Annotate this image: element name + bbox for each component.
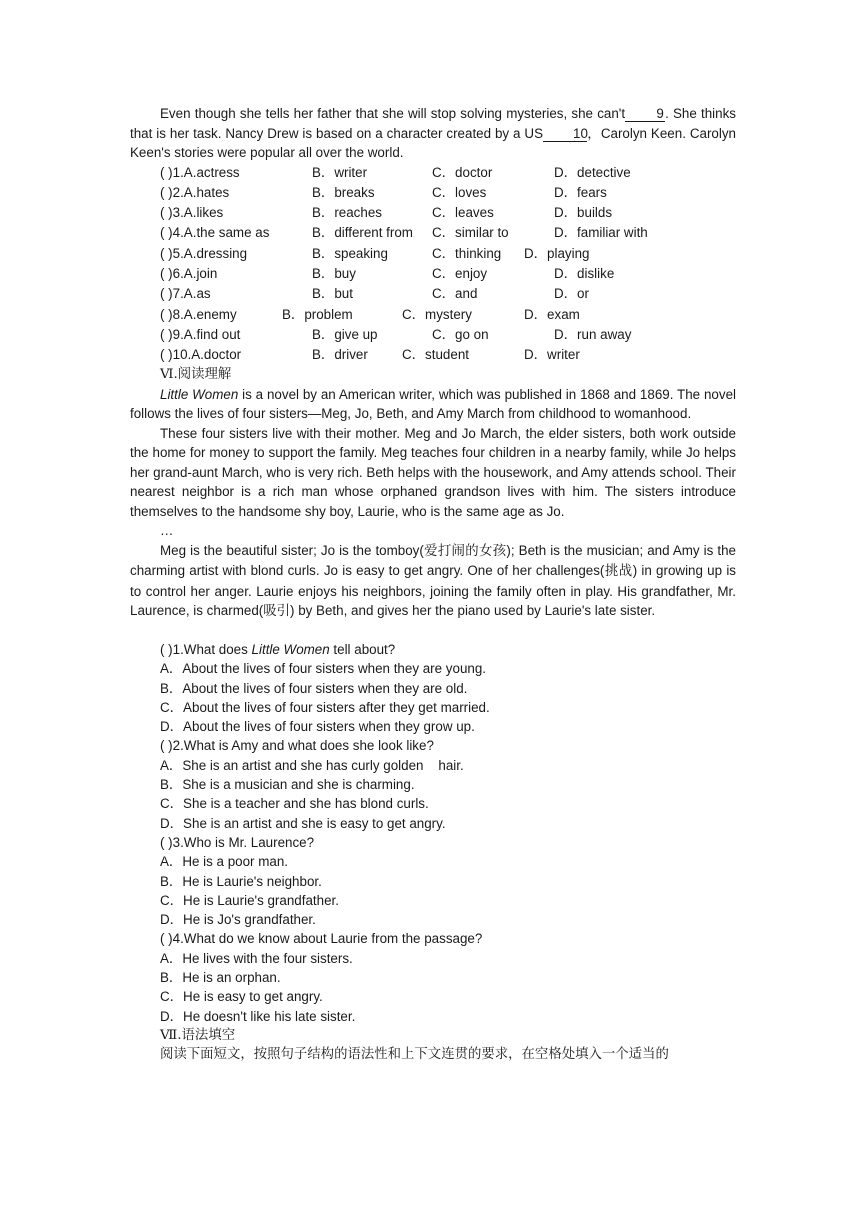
- option-b: B．breaks: [312, 184, 375, 200]
- gloss-text: 挑战: [604, 564, 633, 580]
- cloze-option-row: [130, 203, 736, 223]
- answer-option: A．About the lives of four sisters when they are young.: [160, 661, 487, 677]
- option-b: B．give up: [312, 326, 378, 342]
- answer-option: B．He is an orphan.: [160, 970, 281, 986]
- paragraph-text: Meg is the beautiful sister; Jo is the tomboy(: [160, 542, 424, 558]
- answer-option: D．About the lives of four sisters when they grow up.: [160, 719, 475, 735]
- option-b: B．buy: [312, 265, 356, 281]
- cloze-option-row: [130, 325, 736, 345]
- option-d: D．writer: [524, 347, 580, 363]
- answer-option: C．He is easy to get angry.: [160, 989, 323, 1005]
- option-c: C．and: [432, 286, 478, 302]
- question-1: [130, 640, 736, 736]
- cloze-option-row: [130, 223, 736, 243]
- option-a: ( )3.A.likes: [160, 205, 224, 221]
- option-d: D．fears: [554, 184, 607, 200]
- option-c: C．leaves: [432, 205, 494, 221]
- option-b: B．writer: [312, 164, 368, 180]
- reading-paragraph-3: [130, 541, 736, 622]
- option-b: B．driver: [312, 347, 368, 363]
- paragraph-text: ) in growing up is to control her anger. Laurie enjoys his neighbors, joining the family often in play. His grandfather, Mr. Laurence, is charmed(: [130, 563, 736, 619]
- option-b: B．speaking: [312, 245, 388, 261]
- passage-text: Even though she tells her father that she will stop solving mysteries, she can't: [160, 106, 626, 121]
- option-c: C．go on: [432, 326, 489, 342]
- blank-9: 9: [625, 106, 665, 122]
- reading-paragraph-2: These four sisters live with their mother. Meg and Jo March, the elder sisters, both work outside the home for money to support the family. Meg teaches four children in a nearby family, while Jo helps her grand-aunt March, who is very rich. Beth helps with the housework, and Amy attends school. Their nearest neighbor is a rich man whose orphaned grandson lives with him. The sisters introduce themselves to the handsome shy boy, Laurie, who is the same age as Jo.: [130, 425, 736, 519]
- option-d: D．run away: [554, 326, 632, 342]
- answer-option: B．About the lives of four sisters when they are old.: [160, 680, 468, 696]
- option-c: C．enjoy: [432, 265, 488, 281]
- option-d: D．dislike: [554, 265, 615, 281]
- option-d: D．exam: [524, 306, 580, 322]
- passage-text: . She thinks that is her task. Nancy Drew is based on a character created by a US: [130, 106, 736, 141]
- option-a: ( )2.A.hates: [160, 184, 230, 200]
- book-title: Little Women: [251, 641, 330, 657]
- option-a: ( )10.A.doctor: [160, 347, 242, 363]
- option-b: B．different from: [312, 225, 413, 241]
- answer-option: D．He doesn't like his late sister.: [160, 1008, 356, 1024]
- answer-option: C．He is Laurie's grandfather.: [160, 892, 339, 908]
- question-3: [130, 833, 736, 929]
- reading-paragraph-1: [130, 385, 736, 424]
- blank-10: 10: [543, 126, 587, 142]
- answer-option: B．She is a musician and she is charming.: [160, 777, 415, 793]
- question-2: [130, 736, 736, 832]
- option-c: C．student: [402, 347, 469, 363]
- option-a: ( )4.A.the same as: [160, 225, 270, 241]
- cloze-option-row: [130, 163, 736, 183]
- worksheet-page: [130, 104, 736, 1065]
- paragraph-text: ); Beth is the musician; and Amy is the charming artist with blond curls. Jo is easy to get angry. One of her challenges(: [130, 542, 736, 579]
- option-d: D．playing: [524, 245, 590, 261]
- option-c: C．similar to: [432, 225, 509, 241]
- stem-text: ( )1.What does: [160, 641, 252, 657]
- answer-option: B．He is Laurie's neighbor.: [160, 873, 322, 889]
- option-a: ( )5.A.dressing: [160, 245, 248, 261]
- cloze-options: [130, 163, 736, 366]
- paragraph-text: ) by Beth, and gives her the piano used by Laurie's late sister.: [290, 603, 656, 619]
- option-d: D．builds: [554, 205, 613, 221]
- question-stem: ( )3.Who is Mr. Laurence?: [160, 834, 315, 850]
- option-d: D．or: [554, 286, 589, 302]
- option-c: C．mystery: [402, 306, 472, 322]
- cloze-option-row: [130, 244, 736, 264]
- book-title: Little Women: [160, 386, 239, 402]
- answer-option: A．He lives with the four sisters.: [160, 950, 353, 966]
- option-d: D．familiar with: [554, 225, 648, 241]
- option-a: ( )1.A.actress: [160, 164, 240, 180]
- ellipsis: …: [160, 523, 174, 539]
- option-a: ( )7.A.as: [160, 286, 211, 302]
- gloss-text: 吸引: [263, 604, 291, 620]
- option-a: ( )9.A.find out: [160, 326, 241, 342]
- option-c: C．loves: [432, 184, 487, 200]
- answer-option: C．She is a teacher and she has blond curls.: [160, 796, 429, 812]
- grammar-instruction: 阅读下面短文，按照句子结构的语法性和上下文连贯的要求，在空格处填入一个适当的: [160, 1047, 669, 1063]
- question-stem: ( )4.What do we know about Laurie from the passage?: [160, 931, 483, 947]
- paragraph-text: is a novel by an American writer, which was published in 1868 and 1869. The novel follows the lives of four sisters—Meg, Jo, Beth, and Amy March from childhood to womanhood.: [130, 386, 736, 422]
- question-stem: ( )2.What is Amy and what does she look like?: [160, 738, 434, 754]
- option-c: C．thinking: [432, 245, 502, 261]
- option-d: D．detective: [554, 164, 631, 180]
- answer-option: A．He is a poor man.: [160, 854, 289, 870]
- passage-text: ，Carolyn Keen. Carolyn Keen's stories were popular all over the world.: [130, 125, 736, 160]
- cloze-option-row: [130, 183, 736, 203]
- passage-ending: [130, 104, 736, 163]
- option-b: B．but: [312, 286, 353, 302]
- question-4: [130, 929, 736, 1025]
- option-b: B．problem: [282, 306, 353, 322]
- answer-option: C．About the lives of four sisters after they get married.: [160, 699, 490, 715]
- stem-text: tell about?: [329, 641, 396, 657]
- section-heading-grammar: Ⅶ.语法填空: [160, 1027, 236, 1043]
- answer-option: D．He is Jo's grandfather.: [160, 912, 316, 928]
- gloss-text: 爱打闹的女孩: [423, 543, 507, 559]
- cloze-option-row: [130, 264, 736, 284]
- question-stem: [130, 640, 736, 659]
- option-c: C．doctor: [432, 164, 493, 180]
- answer-option: A．She is an artist and she has curly golden hair.: [160, 757, 464, 773]
- cloze-option-row: [130, 284, 736, 304]
- option-a: ( )6.A.join: [160, 265, 218, 281]
- answer-option: D．She is an artist and she is easy to get angry.: [160, 815, 446, 831]
- option-a: ( )8.A.enemy: [160, 306, 237, 322]
- option-b: B．reaches: [312, 205, 382, 221]
- cloze-option-row: [130, 345, 736, 365]
- section-heading-reading: Ⅵ.阅读理解: [160, 367, 232, 383]
- cloze-option-row: [130, 305, 736, 325]
